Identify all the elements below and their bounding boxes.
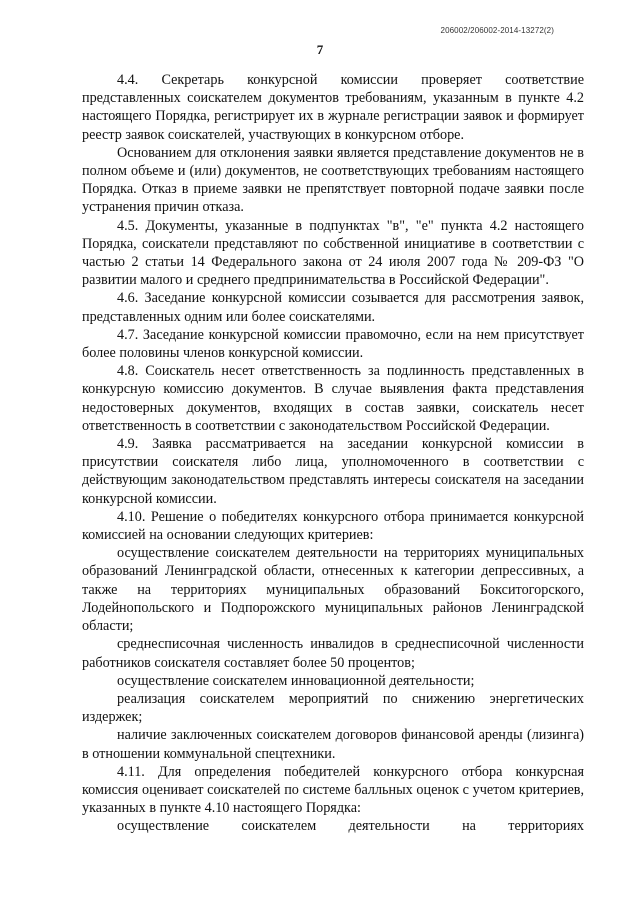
paragraph-4-4: 4.4. Секретарь конкурсной комиссии проверяет соответствие представленных соискателем документов требованиям, указанным в пункте 4.2 настоящего Порядка, регистрирует их в журнале регистрации заявок и формирует реестр заявок соискателей, участвующих в конкурсном отборе. bbox=[82, 72, 584, 143]
paragraph-4-10: 4.10. Решение о победителях конкурсного отбора принимается конкурсной комиссией на основании следующих критериев: bbox=[82, 508, 584, 544]
paragraph-rejection-grounds: Основанием для отклонения заявки является представление документов не в полном объеме и (или) документов, не соответствующих требованиям настоящего Порядка. Отказ в приеме заявки не препятствует повторной подаче заявки после устранения причин отказа. bbox=[82, 144, 584, 216]
criterion-territories-continued: осуществление соискателем деятельности на территориях bbox=[117, 818, 584, 835]
paragraph-4-6: 4.6. Заседание конкурсной комиссии созывается для рассмотрения заявок, представленных одним или более соискателями. bbox=[82, 290, 584, 325]
page-number: 7 bbox=[316, 42, 324, 57]
criterion-depressive-territories: осуществление соискателем деятельности на территориях муниципальных образований Ленинградской области, отнесенных к категории депрессивных, а также на территориях муниципальных образований Бокситогорского, Лодейнопольского и Подпорожского муниципальных районов Ленинградской области; bbox=[82, 545, 584, 635]
paragraph-4-7: 4.7. Заседание конкурсной комиссии правомочно, если на нем присутствует более половины членов конкурсной комиссии. bbox=[82, 326, 584, 362]
criterion-energy-savings: реализация соискателем мероприятий по снижению энергетических издержек; bbox=[82, 690, 584, 726]
paragraph-4-8: 4.8. Соискатель несет ответственность за подлинность представленных в конкурсную комиссию документов. В случае выявления факта представления недостоверных документов, входящих в состав заявки, соискатель несет ответственность в соответствии с законодательством Российской Федерации. bbox=[82, 363, 584, 434]
criterion-innovation: осуществление соискателем инновационной деятельности; bbox=[117, 672, 475, 689]
paragraph-4-11: 4.11. Для определения победителей конкурсного отбора конкурсная комиссия оценивает соискателей по системе балльных оценок с учетом критериев, указанных в пункте 4.10 настоящего Порядка: bbox=[82, 763, 584, 817]
paragraph-4-5: 4.5. Документы, указанные в подпунктах "в", "е" пункта 4.2 настоящего Порядка, соискатели представляют по собственной инициативе в соответствии с частью 2 статьи 14 Федерального закона от 24 июля 2007 года № 209-ФЗ "О развитии малого и среднего предпринимательства в Российской Федерации". bbox=[82, 217, 584, 289]
document-registration-number: 206002/206002-2014-13272(2) bbox=[440, 26, 554, 35]
document-body bbox=[82, 71, 584, 836]
paragraph-4-9: 4.9. Заявка рассматривается на заседании конкурсной комиссии в присутствии соискателя либо лица, уполномоченного в соответствии с действующим законодательством представлять интересы соискателя на заседании конкурсной комиссии. bbox=[82, 436, 584, 507]
criterion-disabled-employees: среднесписочная численность инвалидов в среднесписочной численности работников соискателя составляет более 50 процентов; bbox=[82, 636, 584, 671]
criterion-leasing: наличие заключенных соискателем договоров финансовой аренды (лизинга) в отношении коммунальной спецтехники. bbox=[82, 727, 584, 762]
